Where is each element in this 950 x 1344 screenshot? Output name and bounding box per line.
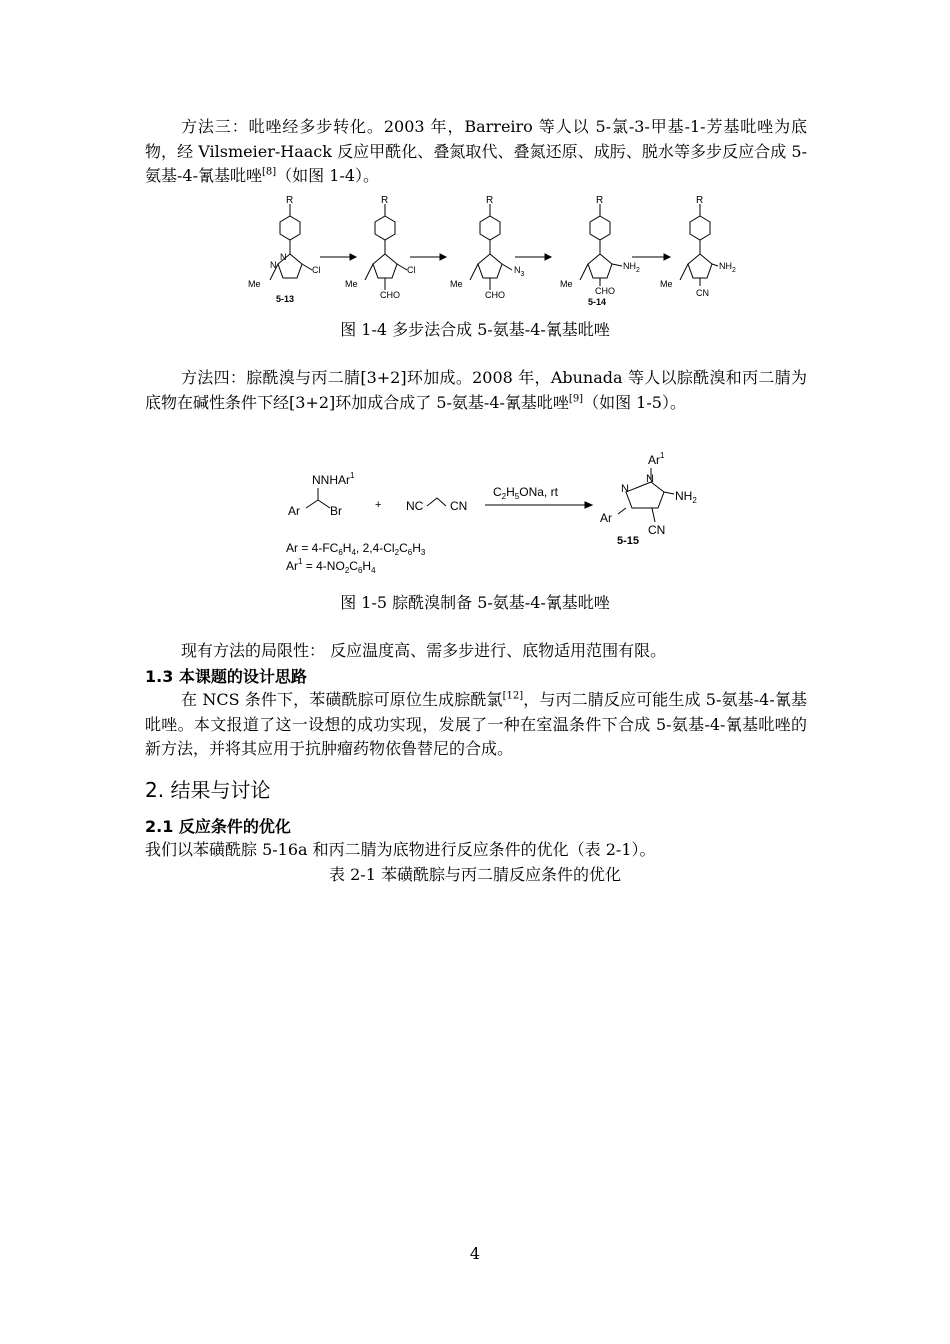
plus-sign: + — [375, 499, 382, 511]
section-2-1-heading: 2.1 反应条件的优化 — [145, 817, 291, 836]
r-label: R — [486, 195, 494, 206]
n-label: N — [621, 483, 629, 495]
cl-label: Cl — [312, 265, 321, 275]
section-1-3-heading: 1.3 本课题的设计思路 — [145, 667, 307, 686]
compound-5-13 — [248, 195, 321, 304]
ar-label: Ar — [600, 511, 612, 525]
compound-aldehyde — [345, 195, 416, 300]
r-label: R — [696, 195, 704, 206]
citation-8: [8] — [262, 166, 277, 178]
method4-paragraph — [145, 366, 807, 415]
limitations-paragraph: 现有方法的局限性： 反应温度高、需多步进行、底物适用范围有限。 — [181, 641, 667, 660]
section-1-3-paragraph — [145, 688, 807, 762]
r-label: R — [286, 195, 294, 206]
method3-text: 方法三：吡唑经多步转化。2003 年，Barreiro 等人以 5-氯-3-甲基-1-芳基吡唑为底物，经 Vilsmeier-Haack 反应甲酰化、叠氮取代、叠氮还原、成肟、脱水等多步反应合成 5-氨基-4-氰基吡唑 — [145, 117, 807, 185]
figure-1-5-scheme — [280, 448, 710, 580]
method3-paragraph — [145, 115, 807, 189]
compound-label-5-15: 5-15 — [617, 535, 640, 547]
me-label: Me — [660, 279, 673, 289]
cn-label: CN — [696, 288, 709, 298]
figure-1-5-caption: 图 1-5 腙酰溴制备 5-氨基-4-氰基吡唑 — [340, 593, 610, 612]
citation-12: [12] — [502, 690, 524, 702]
hydrazonoyl-label: NNHAr$^1$ — [312, 471, 355, 487]
method4-text: 方法四：腙酰溴与丙二腈[3+2]环加成。2008 年，Abunada 等人以腙酰溴和丙二腈为底物在碱性条件下经[3+2]环加成合成了 5-氨基-4-氰基吡唑 — [145, 368, 807, 412]
compound-azide — [450, 195, 525, 300]
table-2-1-caption: 表 2-1 苯磺酰腙与丙二腈反应条件的优化 — [329, 865, 621, 884]
compound-5-15 — [600, 451, 697, 547]
compound-label-5-13: 5-13 — [276, 294, 295, 304]
cho-label: CHO — [380, 290, 400, 300]
reagent-label: $C_2H_5ONa$, rt — [493, 485, 558, 501]
br-label: Br — [330, 504, 342, 518]
cho-label: CHO — [595, 286, 615, 296]
substituent-line-1: $Ar = 4-FC_6H_4$, $2,4-Cl_2C_6H_3$ — [286, 541, 426, 557]
cn-label: CN — [648, 523, 666, 537]
method3-text-end: （如图 1-4）。 — [276, 166, 380, 185]
n-label: N — [646, 473, 654, 485]
me-label: Me — [248, 279, 261, 289]
me-label: Me — [560, 279, 573, 289]
compound-product — [660, 195, 736, 298]
me-label: Me — [450, 279, 463, 289]
nc-label: NC — [406, 499, 424, 513]
ar1-label: Ar$^1$ — [648, 451, 665, 467]
method4-text-end: （如图 1-5）。 — [583, 392, 686, 412]
r-label: R — [596, 195, 604, 206]
section-2-heading: 2. 结果与讨论 — [145, 778, 271, 802]
page-number: 4 — [469, 1244, 481, 1263]
cho-label: CHO — [485, 290, 505, 300]
figure-1-4-caption: 图 1-4 多步法合成 5-氨基-4-氰基吡唑 — [340, 320, 610, 339]
compound-label-5-14: 5-14 — [588, 297, 607, 307]
nh2-label: $NH_2$ — [623, 261, 640, 274]
r-label: R — [381, 195, 389, 206]
nh2-label: $NH_2$ — [719, 261, 736, 274]
ar-label: Ar — [288, 504, 300, 518]
figure-1-4-scheme — [240, 192, 740, 310]
substituent-line-2: $Ar^1 = 4-NO_2C_6H_4$ — [286, 557, 376, 575]
nh2-label: $NH_2$ — [675, 489, 697, 505]
n-label: N — [270, 260, 277, 270]
me-label: Me — [345, 279, 358, 289]
citation-9: [9] — [568, 393, 584, 405]
section-2-1-paragraph: 我们以苯磺酰腙 5-16a 和丙二腈为底物进行反应条件的优化（表 2-1）。 — [145, 840, 656, 859]
n-label: N — [280, 252, 287, 262]
azide-label: $N_3$ — [514, 265, 525, 278]
section-1-3-text-end: ，与丙二腈反应可能生成 5-氨基-4-氰基吡唑。本文报道了这一设想的成功实现，发展了一种在室温条件下合成 5-氨基-4-氰基吡唑的新方法，并将其应用于抗肿瘤药物依鲁替尼的合成。 — [145, 690, 807, 758]
cn-label: CN — [450, 499, 468, 513]
compound-5-14 — [560, 195, 640, 307]
cl-label: Cl — [407, 265, 416, 275]
section-1-3-text: 在 NCS 条件下，苯磺酰腙可原位生成腙酰氯 — [181, 690, 503, 709]
